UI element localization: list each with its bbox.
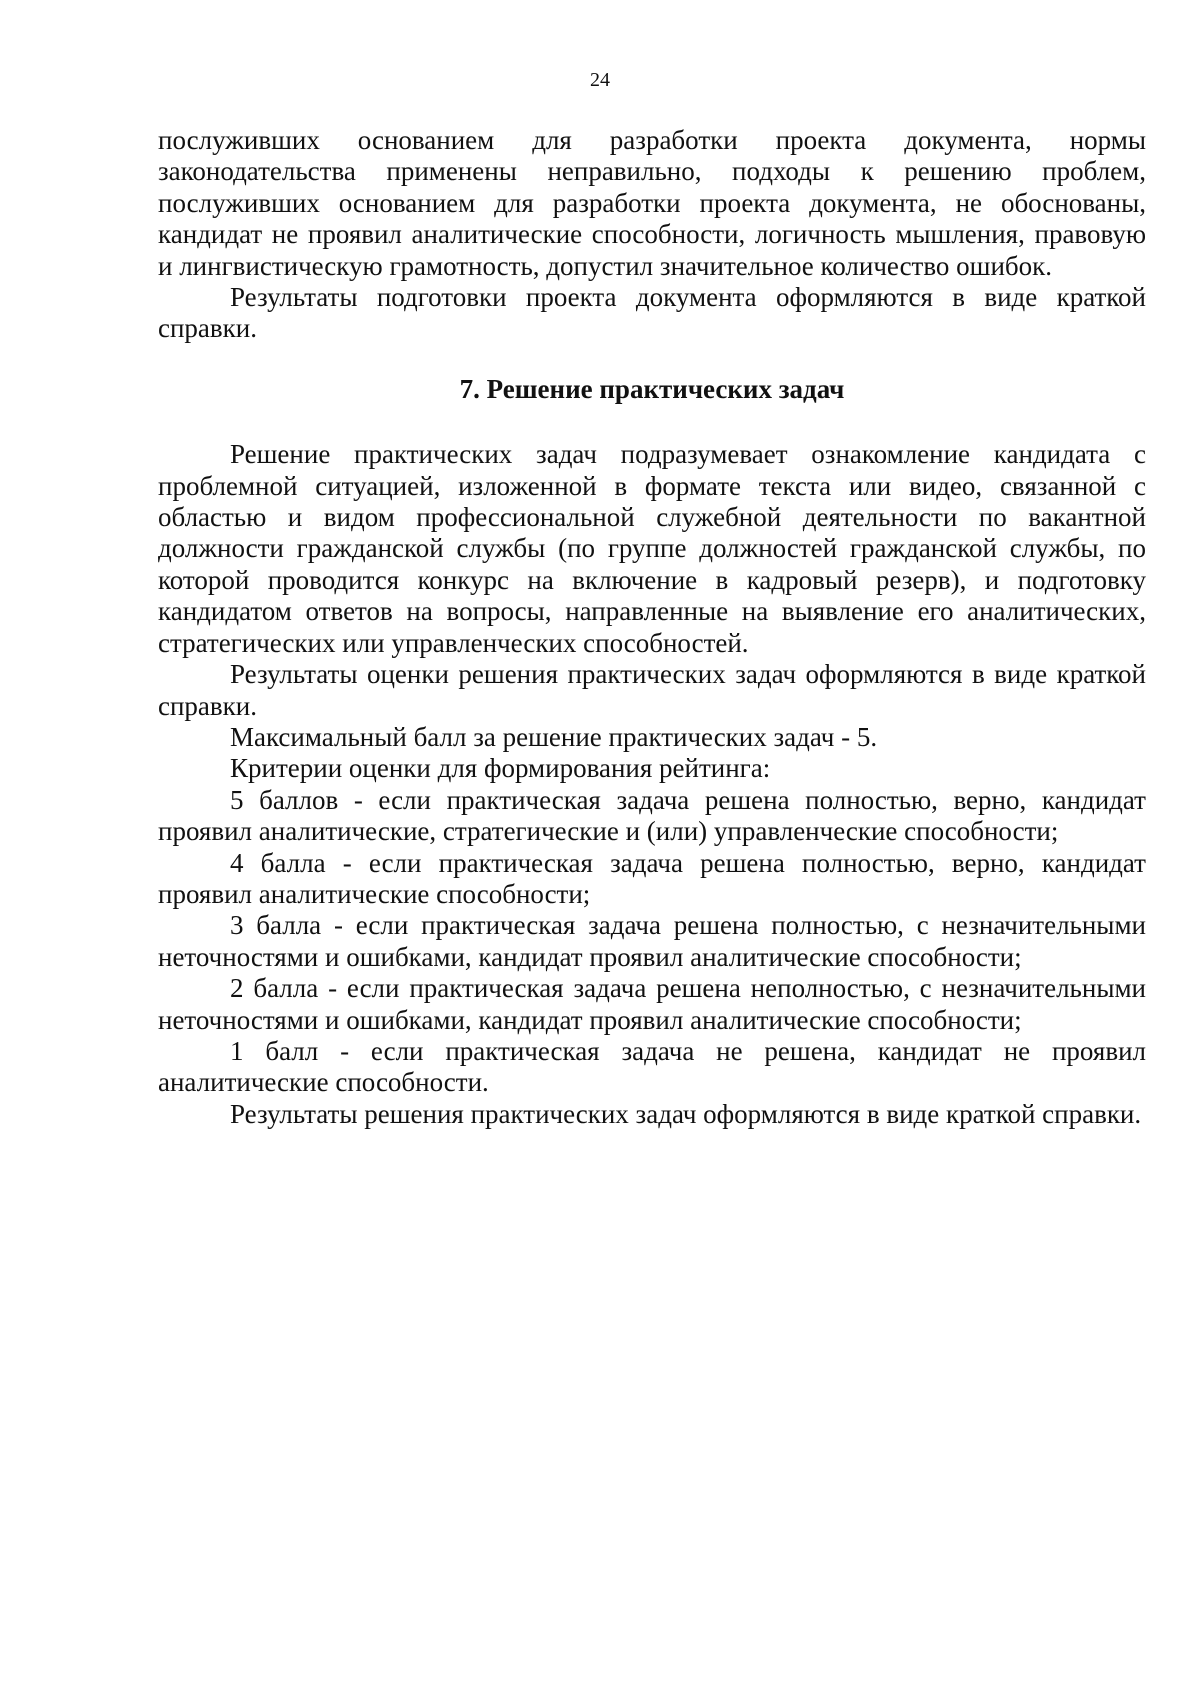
criterion-1-point: 1 балл - если практическая задача не решена, кандидат не проявил аналитические способности. — [158, 1035, 1146, 1098]
criterion-5-points: 5 баллов - если практическая задача решена полностью, верно, кандидат проявил аналитические, стратегические и (или) управленческие способности; — [158, 784, 1146, 847]
paragraph-task-description: Решение практических задач подразумевает ознакомление кандидата с проблемной ситуацией, изложенной в формате текста или видео, связанной с областью и видом профессиональной служебной деятельности по вакантной должности гражданской службы (по группе должностей гражданской службы, по которой проводится конкурс на включение в кадровый резерв), и подготовку кандидатом ответов на вопросы, направленные на выявление его аналитических, стратегических или управленческих способностей. — [158, 439, 1146, 658]
paragraph-continued: послуживших основанием для разработки проекта документа, нормы законодательства применены неправильно, подходы к решению проблем, послуживших основанием для разработки проекта документа, не обоснованы, кандидат не проявил аналитические способности, логичность мышления, правовую и лингвистическую грамотность, допустил значительное количество ошибок. — [158, 125, 1146, 281]
paragraph-max-score: Максимальный балл за решение практических задач - 5. — [230, 721, 878, 752]
criterion-4-points: 4 балла - если практическая задача решена полностью, верно, кандидат проявил аналитические способности; — [158, 847, 1146, 909]
criterion-2-points: 2 балла - если практическая задача решена неполностью, с незначительными неточностями и ошибками, кандидат проявил аналитические способности; — [158, 973, 1146, 1035]
paragraph-results-solution: Результаты решения практических задач оформляются в виде краткой справки. — [230, 1098, 1142, 1129]
criterion-3-points: 3 балла - если практическая задача решена полностью, с незначительными неточностями и ошибками, кандидат проявил аналитические способности; — [158, 910, 1146, 972]
paragraph-results-assessment: Результаты оценки решения практических задач оформляются в виде краткой справки. — [158, 659, 1146, 721]
document-body — [158, 125, 1146, 1130]
paragraph-criteria-title: Критерии оценки для формирования рейтинга: — [230, 753, 771, 784]
page-number: 24 — [590, 69, 610, 91]
paragraph-results-document: Результаты подготовки проекта документа оформляются в виде краткой справки. — [158, 282, 1146, 344]
section-heading: 7. Решение практических задач — [459, 373, 845, 404]
